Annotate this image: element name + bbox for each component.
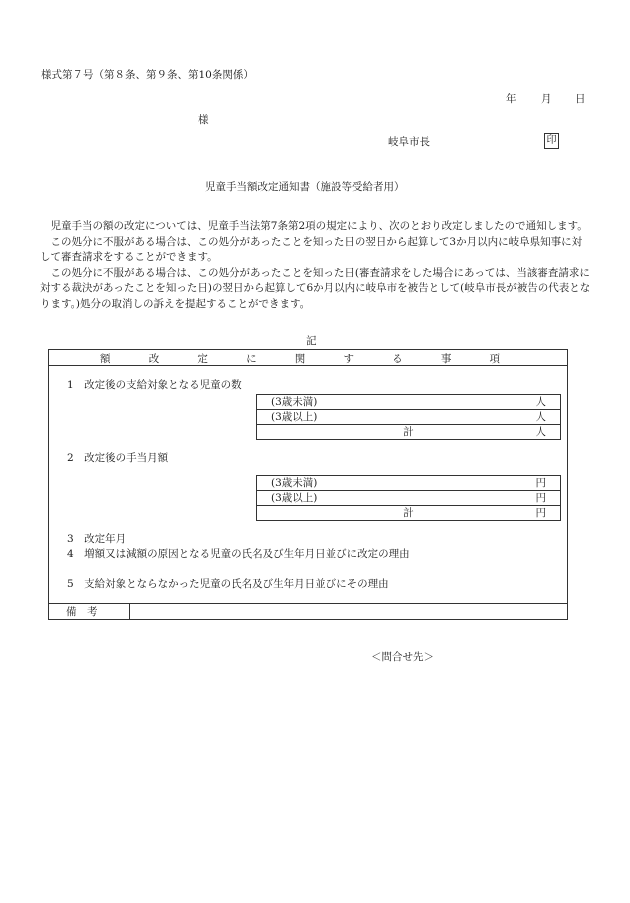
total-label: 計 (403, 507, 414, 519)
contact-label: ＜問合せ先＞ (371, 651, 434, 663)
heading-char: 定 (197, 353, 208, 365)
form-label: 様式第７号（第８条、第９条、第10条関係） (41, 69, 254, 81)
table-row (257, 491, 560, 506)
issuer: 岐阜市長 (388, 136, 430, 148)
item-3: 3 改定年月 (67, 533, 127, 545)
row-unit: 円 (535, 507, 546, 519)
row-label: (3歳未満) (271, 477, 318, 489)
item-2: 2 改定後の手当月額 (67, 452, 169, 464)
table-total-row (257, 425, 560, 439)
item-4: 4 増額又は減額の原因となる児童の氏名及び生年月日並びに改定の理由 (67, 548, 410, 560)
total-label: 計 (403, 426, 414, 438)
row-unit: 人 (535, 411, 546, 423)
monthly-amount-table (256, 475, 561, 521)
remarks-divider (48, 603, 568, 604)
table-row (257, 395, 560, 410)
item-5: 5 支給対象とならなかった児童の氏名及び生年月日並びにその理由 (67, 578, 389, 590)
row-label: (3歳未満) (271, 396, 318, 408)
heading-char: る (392, 353, 403, 365)
table-heading (100, 351, 500, 366)
body-text (40, 219, 592, 312)
body-paragraph: 児童手当の額の改定については、児童手当法第7条第2項の規定により、次のとおり改定しましたので通知します。 (50, 220, 588, 232)
heading-char: 額 (100, 353, 111, 365)
row-label: (3歳以上) (271, 411, 318, 423)
body-paragraph: この処分に不服がある場合は、この処分があったことを知った日(審査請求をした場合にあっては、当該審査請求に対する裁決があったことを知った日)の翌日から起算して6か月以内に岐阜市を被告として(岐阜市長が被告の代表となります。)処分の取消しの訴えを提起することができます。 (40, 266, 591, 310)
remarks-column-divider (129, 603, 130, 620)
heading-char: 改 (148, 353, 160, 365)
date-month: 月 (541, 93, 552, 105)
item-1: 1 改定後の支給対象となる児童の数 (67, 379, 242, 391)
body-paragraph: この処分に不服がある場合は、この処分があったことを知った日の翌日から起算して3か月以内に岐阜県知事に対して審査請求をすることができます。 (40, 235, 583, 263)
date-year: 年 (506, 93, 517, 105)
row-unit: 円 (535, 477, 546, 489)
seal-stamp: 印 (544, 133, 559, 149)
row-label: (3歳以上) (271, 492, 318, 504)
document-title: 児童手当額改定通知書（施設等受給者用） (205, 181, 405, 193)
date-day: 日 (575, 93, 586, 105)
children-count-table (256, 394, 561, 440)
row-unit: 人 (535, 396, 546, 408)
row-unit: 円 (535, 492, 546, 504)
remarks-label: 備 考 (66, 606, 98, 618)
table-total-row (257, 506, 560, 520)
heading-char: 関 (294, 353, 306, 365)
heading-char: 事 (440, 353, 452, 365)
addressee-suffix: 様 (198, 114, 209, 126)
heading-char: に (246, 353, 257, 365)
row-unit: 人 (535, 426, 546, 438)
heading-char: す (343, 353, 354, 365)
table-row (257, 410, 560, 425)
table-row (257, 476, 560, 491)
heading-char: 項 (489, 353, 500, 365)
ki-label: 記 (306, 335, 317, 347)
